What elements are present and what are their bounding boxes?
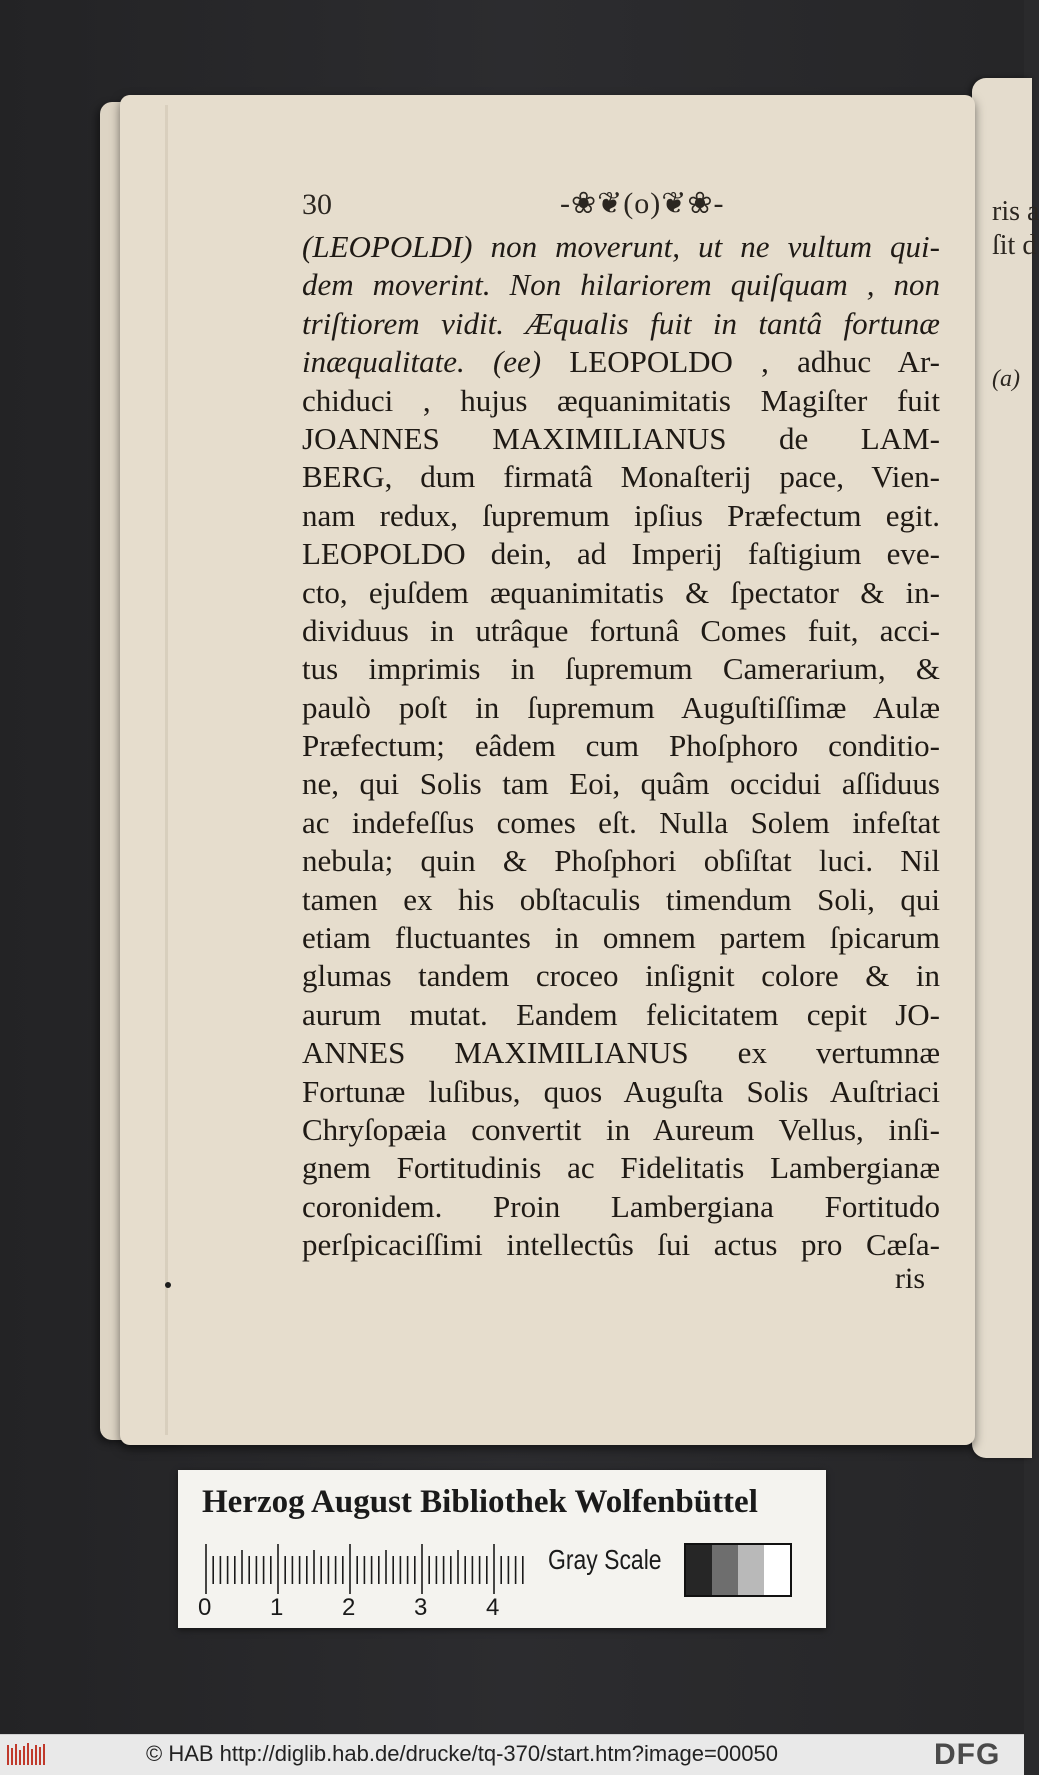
text-segment: glumas tandem croceo inſignit colore & in [302, 958, 940, 994]
facing-page-fragment: ris a [992, 196, 1039, 227]
text-segment: Præfectum; eâdem cum Phoſphoro conditio- [302, 728, 940, 764]
text-segment: gnem Fortitudinis ac Fidelitatis Lambergianæ [302, 1150, 940, 1186]
library-name: Herzog August Bibliothek Wolfenbüttel [202, 1484, 758, 1520]
viewer-footer [0, 1734, 1024, 1775]
text-segment: coronidem. Proin Lambergiana Fortitudo [302, 1188, 940, 1224]
text-line [302, 689, 940, 727]
facing-page-edge [972, 78, 1039, 1458]
header-ornament-icon: -❀❦(o)❦❀- [560, 187, 725, 220]
text-line [302, 996, 940, 1034]
ruler-number: 2 [342, 1594, 356, 1621]
text-segment: chiduci , hujus æquanimitatis Magiſter fuit [302, 382, 940, 418]
text-line [302, 420, 940, 458]
text-segment: LEOPOLDO , adhuc Ar- [569, 344, 940, 380]
text-line [302, 458, 940, 496]
text-line [302, 765, 940, 803]
text-line [302, 727, 940, 765]
footer-credit-link[interactable]: © HAB http://diglib.hab.de/drucke/tq-370/start.htm?image=00050 [146, 1741, 778, 1766]
text-segment: JOANNES MAXIMILIANUS de LAM- [302, 420, 940, 456]
ruler-icon [204, 1542, 526, 1596]
library-color-card [178, 1470, 826, 1628]
gray-swatch [764, 1545, 790, 1595]
text-segment: ac indefeſſus comes eſt. Nulla Solem infeſtat [302, 804, 940, 840]
ruler-number: 0 [198, 1594, 212, 1621]
text-segment: BERG, dum firmatâ Monaſterij pace, Vien- [302, 459, 940, 495]
text-line [302, 574, 940, 612]
text-segment: nebula; quin & Phoſphori obſiſtat luci. Nil [302, 843, 940, 879]
text-line [302, 612, 940, 650]
text-line [302, 957, 940, 995]
text-line [302, 382, 940, 420]
text-line [302, 343, 940, 381]
text-segment: dem moverint. Non hilariorem quiſquam , non [302, 267, 940, 303]
text-line [302, 1111, 940, 1149]
text-segment: LEOPOLDO dein, ad Imperij faſtigium eve- [302, 536, 940, 572]
text-line [302, 497, 940, 535]
text-segment: dividuus in utrâque fortunâ Comes fuit, acci- [302, 612, 940, 648]
catchword: ris [895, 1262, 925, 1295]
ruler-number: 3 [414, 1594, 428, 1621]
text-segment: etiam fluctuantes in omnem partem ſpicarum [302, 920, 940, 956]
text-segment: aurum mutat. Eandem felicitatem cepit JO- [302, 996, 940, 1032]
text-line [302, 881, 940, 919]
facing-page-fragment: ſit d [992, 230, 1037, 261]
text-line [302, 1226, 940, 1264]
text-segment: tus imprimis in ſupremum Camerarium, & [302, 651, 940, 687]
gray-swatch [738, 1545, 764, 1595]
ruler-number: 4 [486, 1594, 500, 1621]
text-segment: paulò poſt in ſupremum Auguſtiſſimæ Aulæ [302, 689, 940, 725]
page-header [302, 188, 942, 228]
text-line [302, 228, 940, 266]
text-segment: Fortunæ luſibus, quos Auguſta Solis Auſtriaci [302, 1073, 940, 1109]
text-segment: inæqualitate. (ee) [302, 344, 570, 380]
gray-scale-label: Gray Scale [548, 1544, 662, 1575]
text-line [302, 842, 940, 880]
gray-swatch [686, 1545, 712, 1595]
text-segment: Chryſopæia convertit in Aureum Vellus, inſi- [302, 1111, 940, 1147]
text-segment: nam redux, ſupremum ipſius Præfectum egit. [302, 497, 940, 533]
text-line [302, 1034, 940, 1072]
text-line [302, 305, 940, 343]
hab-barcode-logo-icon [6, 1742, 46, 1768]
ink-speck-icon [165, 1282, 171, 1288]
text-line [302, 1149, 940, 1187]
text-line [302, 535, 940, 573]
facing-page-fragment: (a) [992, 366, 1020, 392]
text-segment: perſpicaciſſimi intellectûs ſui actus pro Cæſa- [302, 1227, 940, 1263]
text-line [302, 804, 940, 842]
dfg-logo: DFG [934, 1738, 1001, 1771]
text-segment: cto, ejuſdem æquanimitatis & ſpectator & in- [302, 574, 940, 610]
text-segment: tamen ex his obſtaculis timendum Soli, qui [302, 881, 940, 917]
ruler-labels [198, 1594, 538, 1624]
page-body-text [302, 228, 940, 1265]
page-number: 30 [302, 188, 332, 221]
text-line [302, 266, 940, 304]
gray-swatch [712, 1545, 738, 1595]
text-line [302, 1073, 940, 1111]
gray-scale-swatch [684, 1543, 792, 1597]
text-segment: triſtiorem vidit. Æqualis fuit in tantâ fortunæ [302, 305, 940, 341]
text-segment: (LEOPOLDI) non moverunt, ut ne vultum qui- [302, 229, 940, 264]
ruler-number: 1 [270, 1594, 284, 1621]
text-segment: ANNES MAXIMILIANUS ex vertumnæ [302, 1035, 940, 1071]
text-segment: ne, qui Solis tam Eoi, quâm occidui aſſiduus [302, 766, 940, 802]
text-line [302, 650, 940, 688]
text-line [302, 919, 940, 957]
text-line [302, 1188, 940, 1226]
